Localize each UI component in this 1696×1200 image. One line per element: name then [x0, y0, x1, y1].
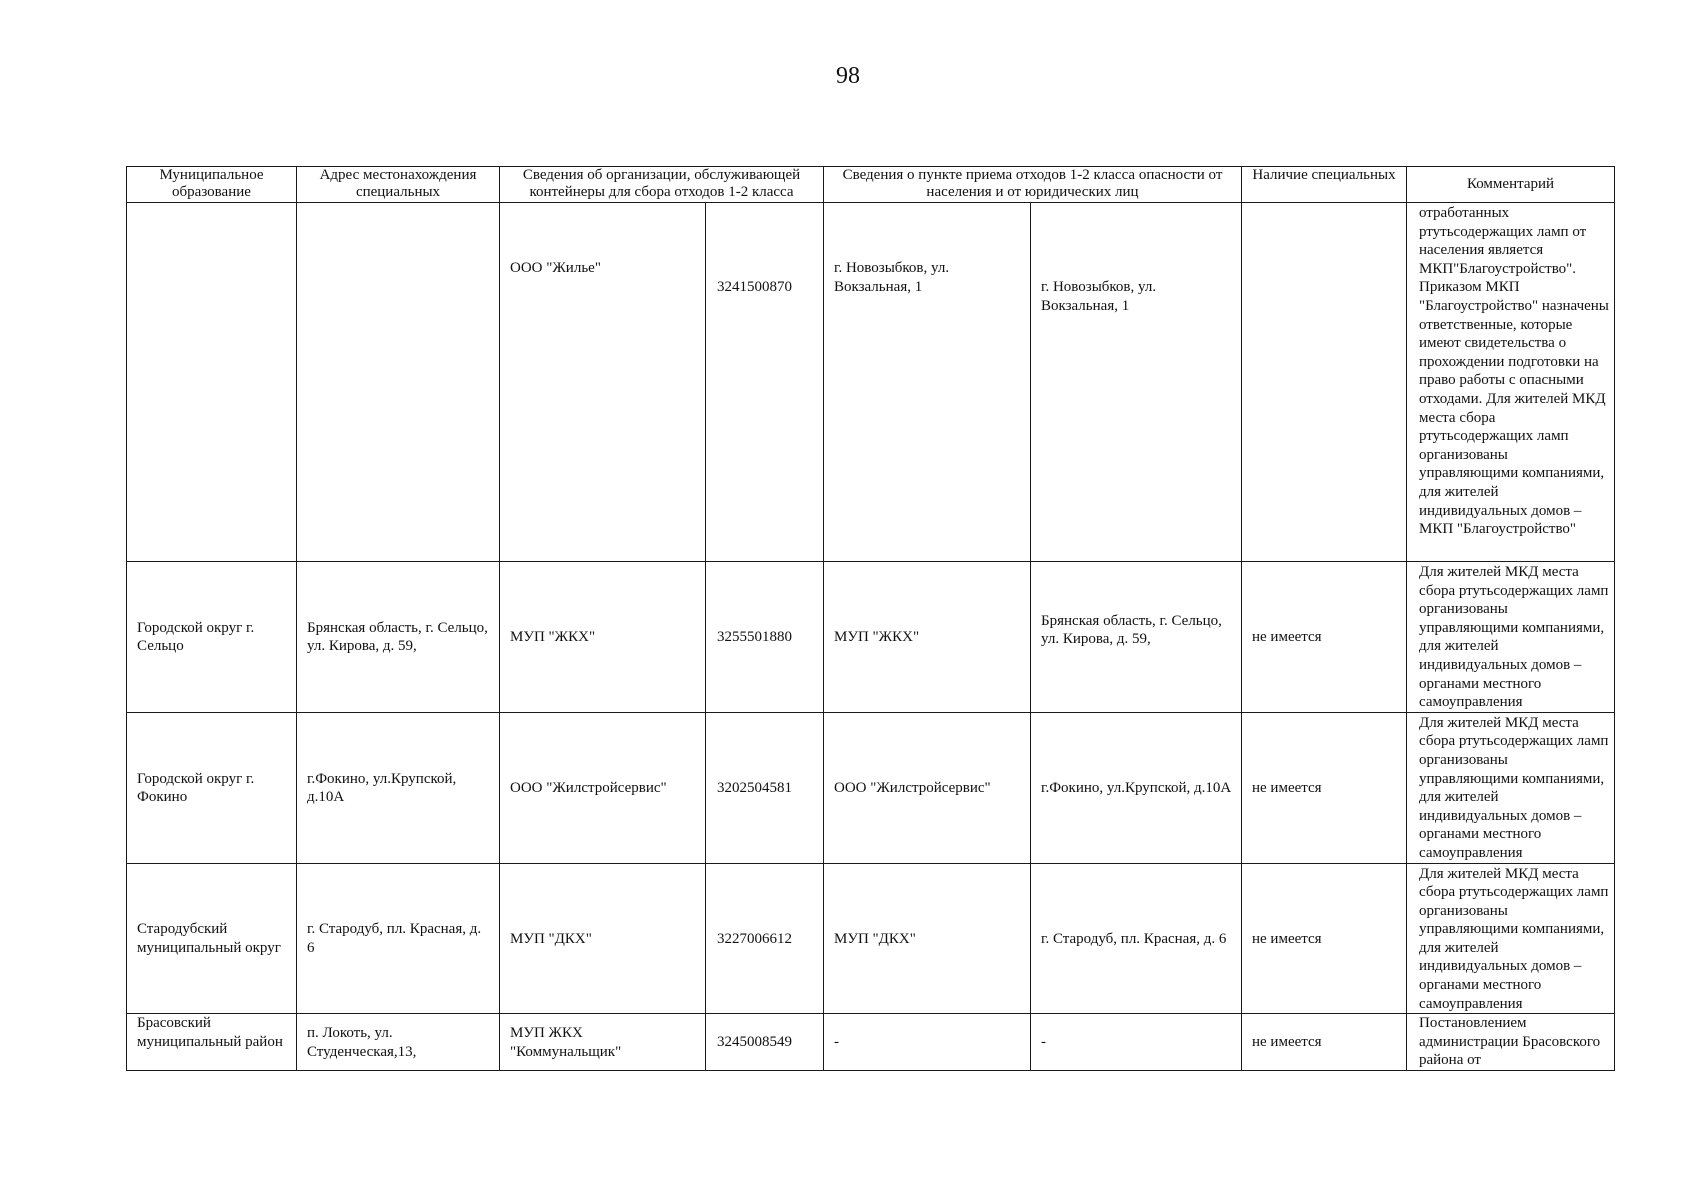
municipality-cell	[127, 203, 297, 562]
org-name-cell: МУП "ДКХ"	[500, 863, 706, 1014]
address-cell: г.Фокино, ул.Крупской, д.10А	[297, 712, 500, 863]
address-cell: п. Локоть, ул. Студенческая,13,	[297, 1014, 500, 1071]
header-comment: Комментарий	[1407, 167, 1615, 203]
waste-collection-table	[126, 166, 1615, 1071]
address-cell: г. Стародуб, пл. Красная, д. 6	[297, 863, 500, 1014]
address-cell	[297, 203, 500, 562]
org-name-cell: МУП "ЖКХ"	[500, 562, 706, 713]
point-name-cell: -	[824, 1014, 1031, 1071]
point-address-cell: г. Стародуб, пл. Красная, д. 6	[1031, 863, 1242, 1014]
availability-cell	[1242, 203, 1407, 562]
table-row	[127, 1014, 1615, 1071]
org-name-cell: ООО "Жилье"	[500, 203, 706, 562]
table-row	[127, 562, 1615, 713]
comment-cell: Постановлением администрации Брасовского района от	[1407, 1014, 1615, 1071]
comment-cell: Для жителей МКД места сбора ртутьсодержащих ламп организованы управляющими компаниями, для жителей индивидуальных домов – органами местного самоуправления	[1407, 863, 1615, 1014]
org-inn-cell: 3227006612	[706, 863, 824, 1014]
point-address-cell: г.Фокино, ул.Крупской, д.10А	[1031, 712, 1242, 863]
org-name-cell: ООО "Жилстройсервис"	[500, 712, 706, 863]
point-name-cell: ООО "Жилстройсервис"	[824, 712, 1031, 863]
table-header-row	[127, 167, 1615, 203]
table-row	[127, 712, 1615, 863]
point-address-cell: Брянская область, г. Сельцо, ул. Кирова, д. 59,	[1031, 562, 1242, 713]
header-address: Адрес местонахождения специальных	[297, 167, 500, 203]
availability-cell: не имеется	[1242, 863, 1407, 1014]
municipality-cell: Городской округ г. Сельцо	[127, 562, 297, 713]
table-row	[127, 863, 1615, 1014]
availability-cell: не имеется	[1242, 562, 1407, 713]
point-address-cell: г. Новозыбков, ул. Вокзальная, 1	[1031, 203, 1242, 562]
header-point-info: Сведения о пункте приема отходов 1-2 класса опасности от населения и от юридических лиц	[824, 167, 1242, 203]
org-inn-cell: 3241500870	[706, 203, 824, 562]
page-number: 98	[836, 63, 860, 89]
point-address-cell: -	[1031, 1014, 1242, 1071]
org-name-cell: МУП ЖКХ "Коммунальщик"	[500, 1014, 706, 1071]
org-inn-cell: 3202504581	[706, 712, 824, 863]
header-municipality: Муниципальное образование	[127, 167, 297, 203]
header-org-info: Сведения об организации, обслуживающей контейнеры для сбора отходов 1-2 класса	[500, 167, 824, 203]
org-inn-cell: 3245008549	[706, 1014, 824, 1071]
comment-cell: отработанных ртутьсодержащих ламп от населения является МКП"Благоустройство". Приказом МКП "Благоустройство" назначены ответственные, которые имеют свидетельства о прохождении подготовки на право работы с опасными отходами. Для жителей МКД места сбора ртутьсодержащих ламп организованы управляющими компаниями, для жителей индивидуальных домов – МКП "Благоустройство"	[1407, 203, 1615, 562]
org-inn-cell: 3255501880	[706, 562, 824, 713]
point-name-cell: г. Новозыбков, ул. Вокзальная, 1	[824, 203, 1031, 562]
availability-cell: не имеется	[1242, 1014, 1407, 1071]
municipality-cell: Городской округ г. Фокино	[127, 712, 297, 863]
header-availability: Наличие специальных	[1242, 167, 1407, 203]
point-name-cell: МУП "ДКХ"	[824, 863, 1031, 1014]
comment-cell: Для жителей МКД места сбора ртутьсодержащих ламп организованы управляющими компаниями, для жителей индивидуальных домов – органами местного самоуправления	[1407, 712, 1615, 863]
address-cell: Брянская область, г. Сельцо, ул. Кирова, д. 59,	[297, 562, 500, 713]
availability-cell: не имеется	[1242, 712, 1407, 863]
comment-cell: Для жителей МКД места сбора ртутьсодержащих ламп организованы управляющими компаниями, для жителей индивидуальных домов – органами местного самоуправления	[1407, 562, 1615, 713]
point-name-cell: МУП "ЖКХ"	[824, 562, 1031, 713]
municipality-cell: Стародубский муниципальный округ	[127, 863, 297, 1014]
table-row	[127, 203, 1615, 562]
municipality-cell: Брасовский муниципальный район	[127, 1014, 297, 1071]
